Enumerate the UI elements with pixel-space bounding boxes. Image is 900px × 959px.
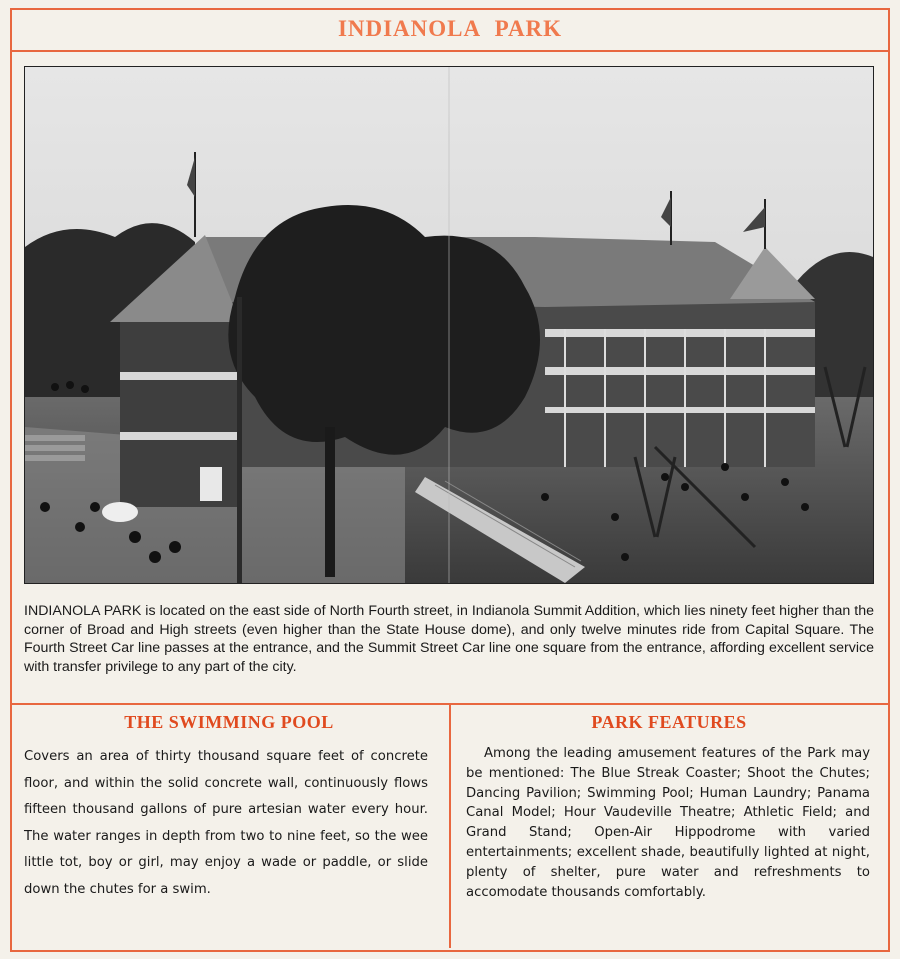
page-title: INDIANOLA PARK: [337, 16, 563, 41]
park-photo: [24, 66, 874, 584]
intro-paragraph: INDIANOLA PARK is located on the east side of North Fourth street, in Indianola Summit Addition, which lies ninety feet higher than the corner of Broad and High streets (even higher than the State House dome), and only twelve minutes ride from Capital Square. The Fourth Street Car line passes at the entrance, and the Summit Street Car line one square from the entrance, affording excellent service with transfer privilege to any part of the city.: [24, 603, 874, 675]
park-features-heading: PARK FEATURES: [591, 712, 747, 732]
swimming-pool-heading: THE SWIMMING POOL: [124, 712, 334, 732]
swimming-pool-text: Covers an area of thirty thousand square feet of concrete floor, and within the solid concrete wall, continuously flows fifteen thousand gallons of pure artesian water every hour. The water ranges in depth from two to nine feet, so the wee little tot, boy or girl, may enjoy a wade or paddle, or slide down the chutes for a swim.: [24, 749, 428, 897]
park-features-text: Among the leading amusement features of the Park may be mentioned: The Blue Streak Coaster; Shoot the Chutes; Dancing Pavilion; Swimming Pool; Human Laundry; Panama Canal Model; Hour Vaudeville Theatre; Athletic Field; and Grand Stand; Open-Air Hippodrome with varied entertainments; excellent shade, beautifully lighted at night, plenty of shelter, pure water and refreshments to accomodate thousands comfortably.: [466, 746, 870, 900]
column-divider: [449, 703, 451, 948]
title-divider: [10, 50, 890, 52]
